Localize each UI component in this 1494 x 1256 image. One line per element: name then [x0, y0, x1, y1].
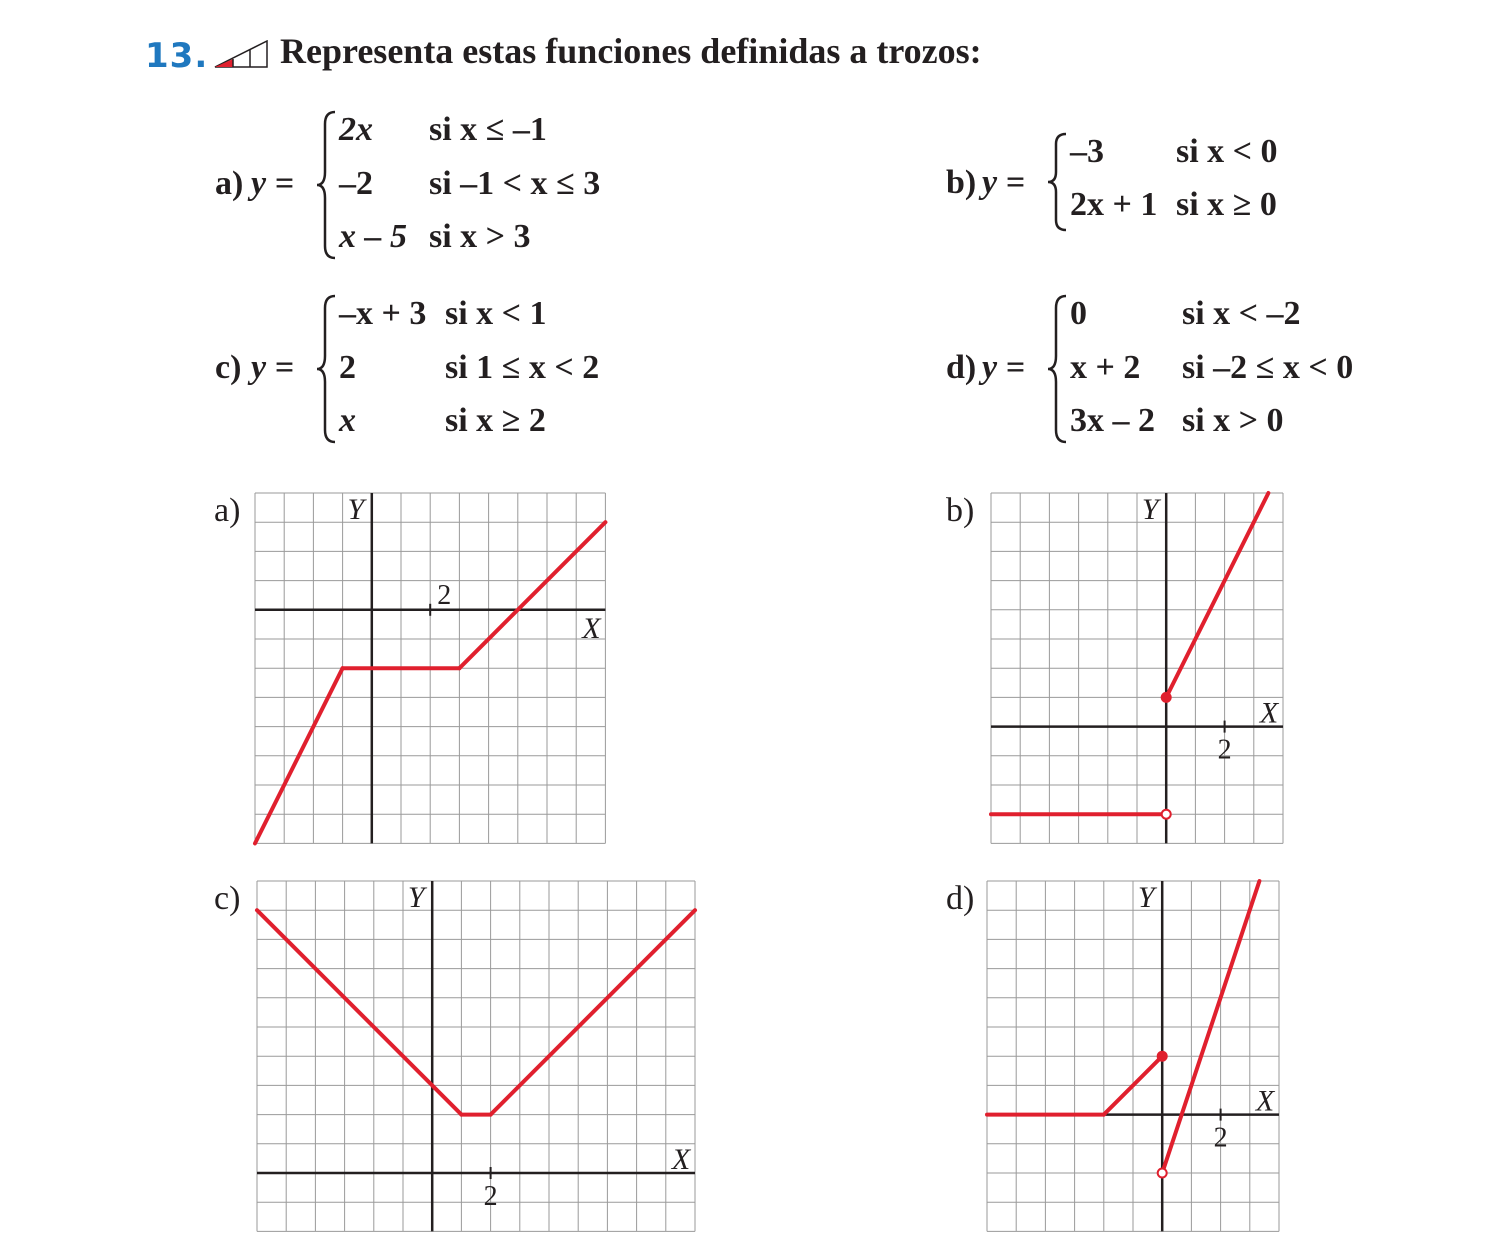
curve-segment	[1166, 493, 1268, 697]
function-d-piece-1-cond: si x < –2	[1182, 295, 1301, 332]
x-axis-label: X	[582, 611, 601, 645]
graph-d	[982, 876, 1284, 1238]
function-b-label: b)	[946, 164, 977, 201]
closed-point	[1158, 1052, 1167, 1061]
function-d-piece-1-expr: 0	[1070, 295, 1087, 332]
function-c-label: c)	[215, 349, 242, 386]
open-point	[1158, 1169, 1167, 1178]
function-c-piece-2-cond: si 1 ≤ x < 2	[445, 349, 600, 386]
function-d	[946, 292, 1426, 452]
left-brace-icon	[315, 294, 337, 444]
difficulty-bars-icon	[214, 40, 268, 68]
function-b-lhs: y =	[982, 164, 1025, 201]
function-a-piece-1-expr: 2x	[339, 111, 373, 148]
graph-c	[252, 876, 702, 1238]
curve-segment	[491, 910, 695, 1114]
curve-segment	[257, 910, 461, 1114]
graph-b-label: b)	[946, 492, 975, 529]
y-axis-label: Y	[347, 493, 365, 526]
x-tick-label: 2	[1217, 734, 1232, 766]
function-a-piece-3-cond: si x > 3	[429, 218, 531, 255]
function-a-piece-2-expr: –2	[339, 165, 373, 202]
curve-segment	[459, 522, 605, 668]
y-axis-label: Y	[407, 881, 425, 914]
function-a-piece-1-cond: si x ≤ –1	[429, 111, 547, 148]
x-tick-label: 2	[483, 1181, 498, 1212]
graph-c-label: c)	[214, 880, 241, 917]
function-b	[946, 130, 1346, 240]
function-b-piece-2-expr: 2x + 1	[1070, 186, 1158, 223]
function-c-piece-2-expr: 2	[339, 349, 356, 386]
function-d-lhs: y =	[982, 349, 1025, 386]
left-brace-icon	[1046, 132, 1068, 232]
x-axis-label: X	[1255, 1084, 1275, 1118]
exercise-title: Representa estas funciones definidas a trozos:	[280, 31, 982, 71]
x-tick-label: 2	[437, 579, 452, 611]
left-brace-icon	[315, 110, 337, 260]
function-d-piece-2-cond: si –2 ≤ x < 0	[1182, 349, 1354, 386]
function-b-piece-2-cond: si x ≥ 0	[1176, 186, 1277, 223]
function-d-piece-3-expr: 3x – 2	[1070, 402, 1155, 439]
y-axis-label: Y	[1137, 881, 1155, 914]
closed-point	[1162, 693, 1171, 702]
x-axis-label: X	[671, 1143, 691, 1176]
function-d-piece-2-expr: x + 2	[1070, 349, 1141, 386]
function-a-piece-2-cond: si –1 < x ≤ 3	[429, 165, 601, 202]
exercise-number: 13.	[145, 36, 209, 76]
y-axis-label: Y	[1141, 493, 1159, 526]
graph-b	[986, 488, 1288, 850]
function-d-label: d)	[946, 349, 977, 386]
x-tick-label: 2	[1213, 1122, 1228, 1154]
function-a-label: a)	[215, 165, 244, 202]
function-c-piece-3-cond: si x ≥ 2	[445, 402, 546, 439]
function-a	[215, 108, 665, 268]
function-b-piece-1-expr: –3	[1070, 133, 1104, 170]
function-c-piece-3-expr: x	[339, 402, 356, 439]
function-c-piece-1-cond: si x < 1	[445, 295, 547, 332]
function-b-piece-1-cond: si x < 0	[1176, 133, 1278, 170]
function-a-piece-3-expr: x – 5	[339, 218, 407, 255]
x-axis-label: X	[1259, 696, 1279, 730]
open-point	[1162, 810, 1171, 819]
function-d-piece-3-cond: si x > 0	[1182, 402, 1284, 439]
graph-a-label: a)	[214, 492, 241, 529]
graph-d-label: d)	[946, 880, 975, 917]
function-c-piece-1-expr: –x + 3	[339, 295, 427, 332]
left-brace-icon	[1046, 294, 1068, 444]
graph-a	[250, 488, 612, 850]
function-c	[215, 292, 665, 452]
function-c-lhs: y =	[251, 349, 294, 386]
function-a-lhs: y =	[251, 165, 294, 202]
